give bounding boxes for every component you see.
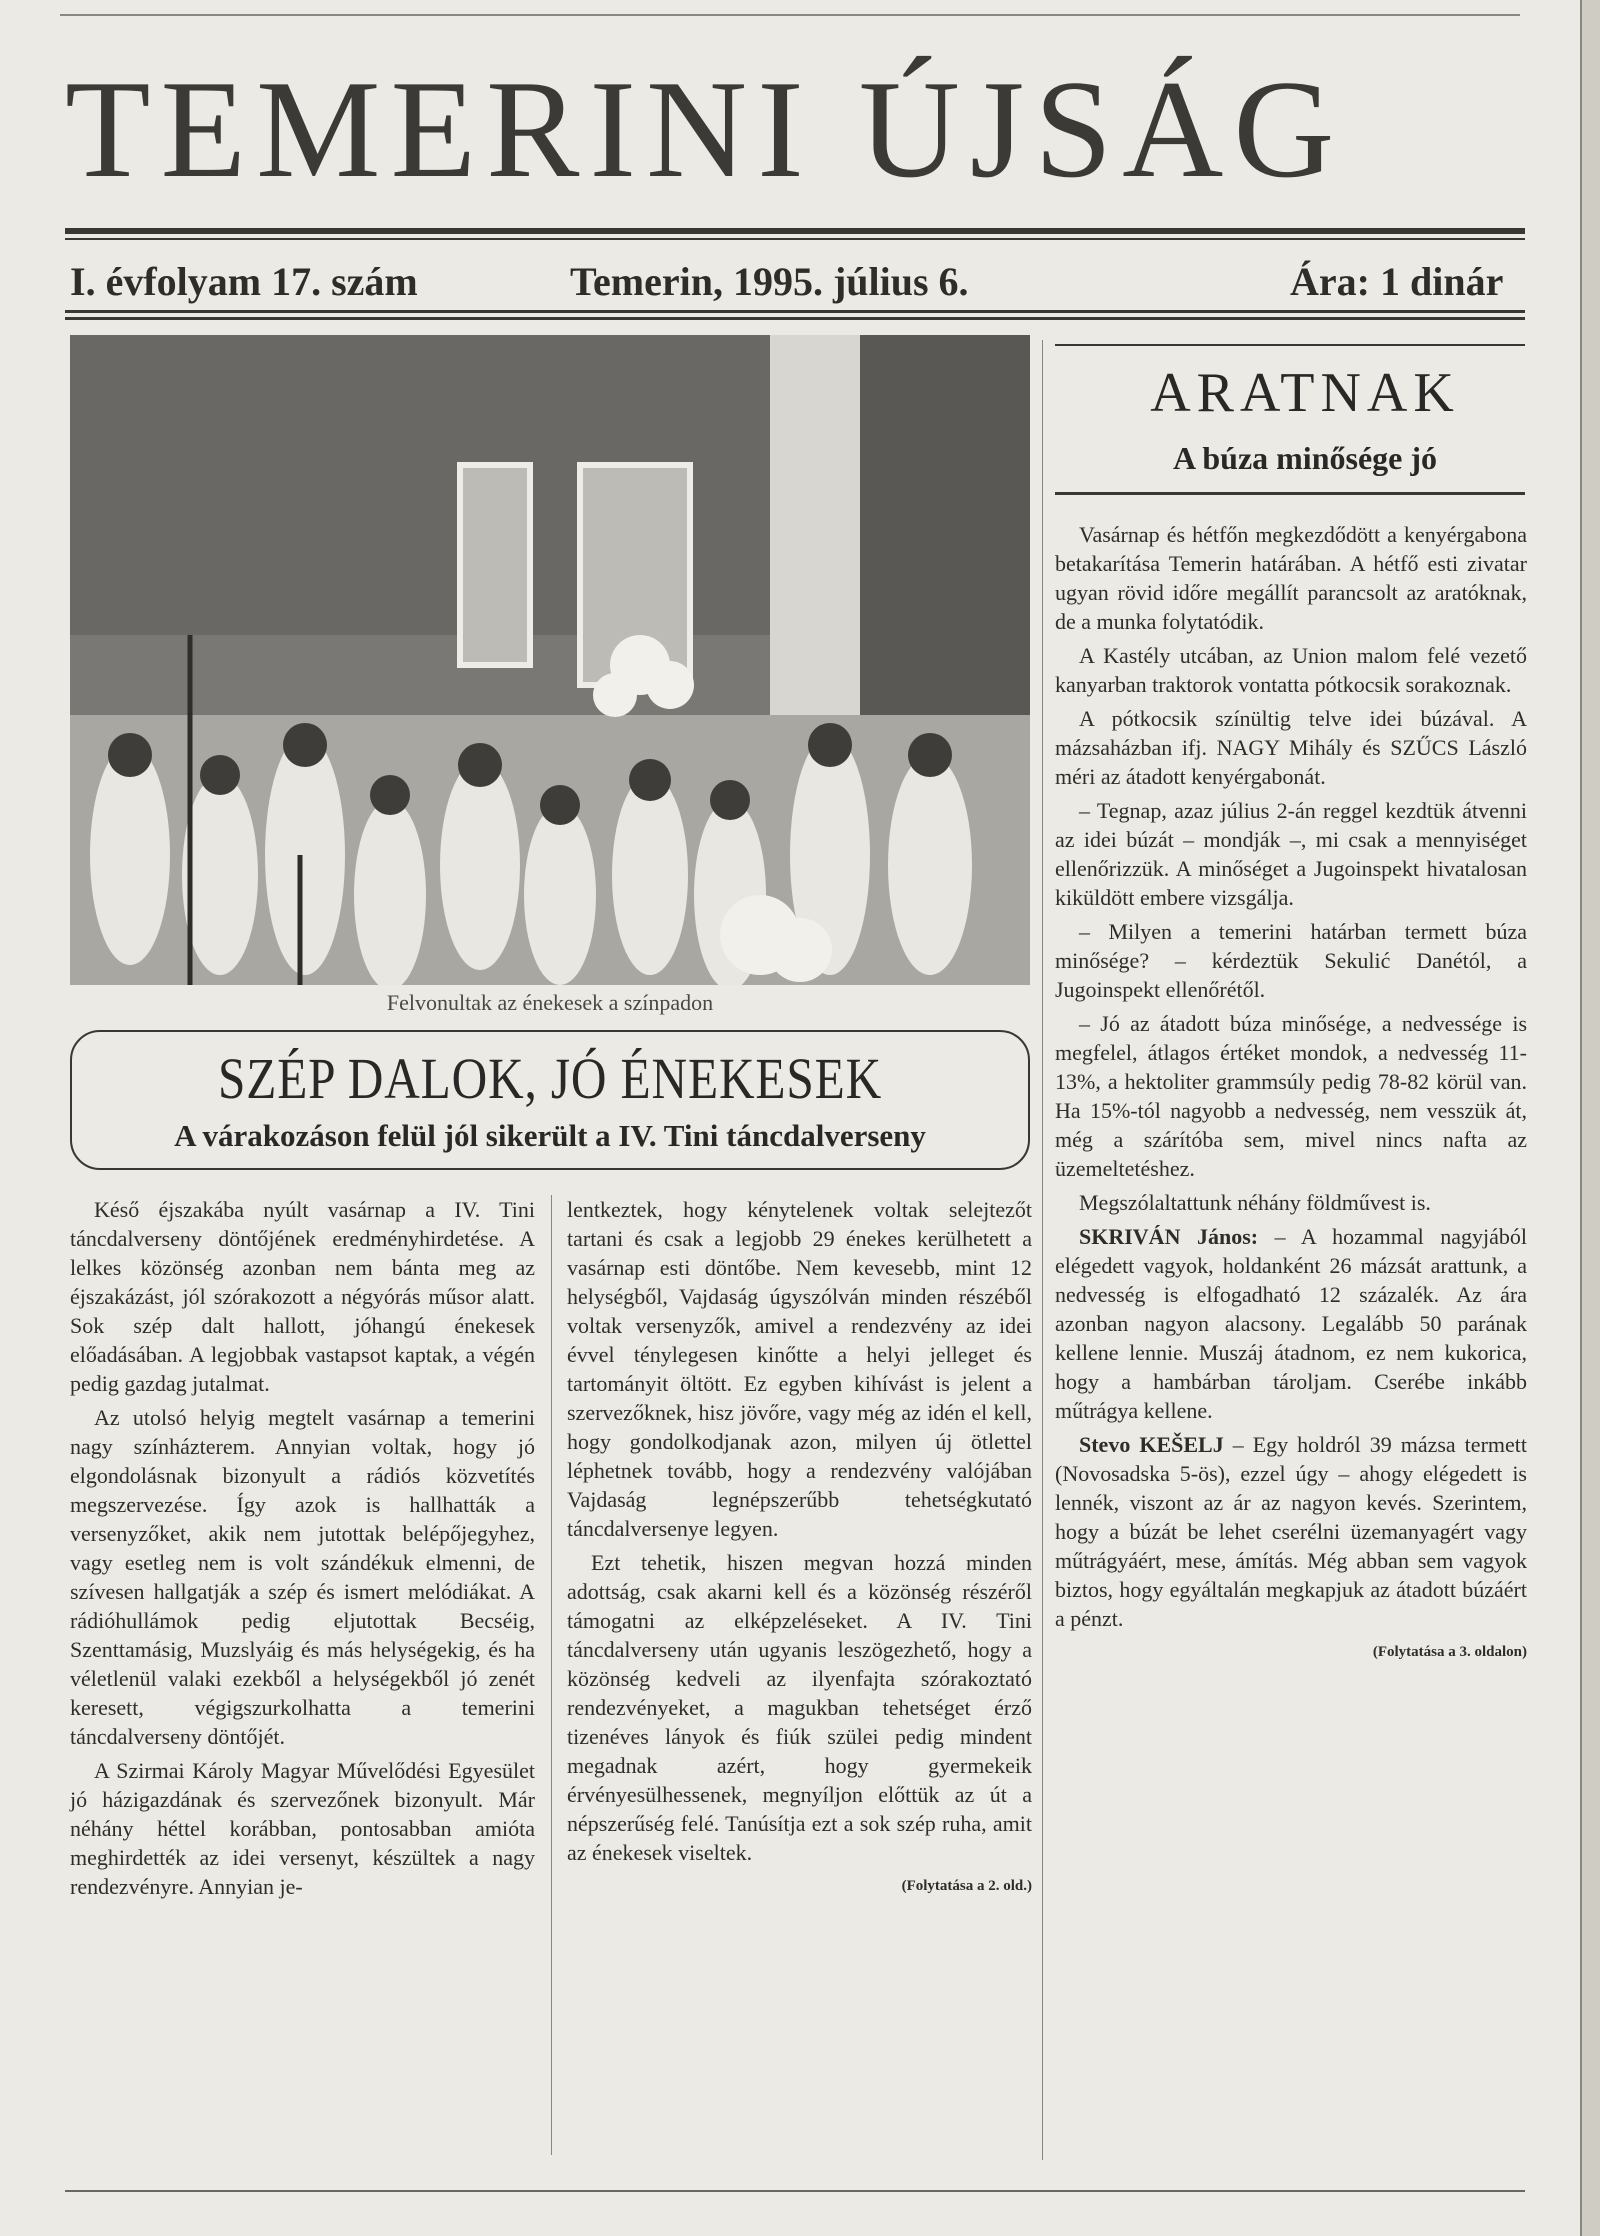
side-rule-top bbox=[1055, 344, 1525, 346]
main-subheadline: A várakozáson felül jól sikerült a IV. Tini táncdalverseny bbox=[174, 1118, 926, 1153]
main-continued-note: (Folytatása a 2. old.) bbox=[901, 1878, 1032, 1894]
main-article-column-1 bbox=[70, 1195, 535, 1906]
issue-number: I. évfolyam 17. szám bbox=[70, 259, 418, 304]
bottom-rule bbox=[65, 2190, 1525, 2192]
sidebar-divider bbox=[1042, 340, 1043, 2160]
main-paragraph: A Szirmai Károly Magyar Művelődési Egyesület jó házigazdának és szervezőnek bizonyult. Már néhány héttel korábban, pontosabban amióta meghirdették az idei versenyt, készültek a nagy rendezvényre. Annyian je- bbox=[70, 1758, 535, 1899]
side-paragraph: – Jó az átadott búza minősége, a nedvessége is megfelel, átlagos értéket mondok, a nedvesség 11-13%, a hektoliter grammsúly pedig 78-82 körül van. Ha 15%-tól nagyobb a nedvesség, nem vesszük át, még a szárítóba sem, mivel nincs nafta az üzemeltetéshez. bbox=[1055, 1011, 1527, 1181]
place-date: Temerin, 1995. július 6. bbox=[570, 259, 969, 304]
main-headline: SZÉP DALOK, JÓ ÉNEKESEK bbox=[217, 1046, 883, 1111]
main-paragraph: Késő éjszakába nyúlt vasárnap a IV. Tini táncdalverseny döntőjének eredményhirdetése. A lelkes közönség azonban nem bánta meg az éjszakázást, jól szórakozott a négyórás műsor alatt. Sok szép dalt hallott, jóhangú énekesek előadásában. A legjobbak vastapsot kaptak, a végén pedig gazdag jutalmat. bbox=[70, 1197, 535, 1396]
side-continued-note: (Folytatása a 3. oldalon) bbox=[1372, 1644, 1527, 1660]
side-paragraph: Megszólaltattunk néhány földművest is. bbox=[1079, 1190, 1431, 1215]
side-paragraph: Vasárnap és hétfőn megkezdődött a kenyérgabona betakarítása Temerin határában. A hétfő esti zivatar ugyan rövid időre megállít parancsolt az aratóknak, de a munka folytatódik. bbox=[1055, 522, 1527, 634]
page-edge bbox=[1580, 0, 1600, 2236]
main-headline-box bbox=[70, 1030, 1030, 1170]
main-article-column-2 bbox=[567, 1195, 1032, 1906]
side-paragraph: – Tegnap, azaz július 2-án reggel kezdtük átvenni az idei búzát – mondják –, mi csak a mennyiséget ellenőrizzük. A minőséget a Jugoinspekt hivatalosan kiküldött embere vizsgálja. bbox=[1055, 798, 1527, 910]
info-rule-1 bbox=[65, 310, 1525, 313]
masthead-rule-top bbox=[65, 228, 1525, 234]
interviewee-name: SKRIVÁN János: bbox=[1079, 1224, 1259, 1249]
info-rule-2 bbox=[65, 317, 1525, 320]
price: Ára: 1 dinár bbox=[1290, 259, 1504, 304]
interview-paragraph bbox=[1055, 1430, 1527, 1633]
top-rule bbox=[60, 14, 1520, 16]
interviewee-name: Stevo KEŠELJ bbox=[1079, 1432, 1224, 1457]
side-rule-bottom bbox=[1055, 492, 1525, 495]
interview-paragraph bbox=[1055, 1222, 1527, 1425]
interview-text: – A hozammal nagyjából elégedett vagyok, holdanként 26 mázsát arattunk, a nedvesség is elfogadható 12 százalék. Az ára azonban nagyon alacsony. Legalább 50 parának kellene lennie. Muszáj átadnom, ez nem kukorica, hogy a hambárban tároljam. Cserébe inkább műtrágya kellene. bbox=[1055, 1224, 1527, 1423]
masthead-rule-thin bbox=[65, 238, 1525, 240]
side-paragraph: A Kastély utcában, az Union malom felé vezető kanyarban traktorok vontatta pótkocsik sorakoznak. bbox=[1055, 643, 1527, 697]
interview-text: – Egy holdról 39 mázsa termett (Novosadska 5-ös), ezzel úgy – ahogy elégedett is lennék, viszont az ár az nagyon kevés. Szerintem, hogy a búzát be lehet cserélni üzemanyagért vagy műtrágyáért, mese, ámítás. Még abban sem vagyok biztos, hogy egyáltalán megkapjuk az átadott búzáért a pénzt. bbox=[1055, 1432, 1527, 1631]
column-divider bbox=[551, 1195, 552, 2155]
side-paragraph: A pótkocsik színültig telve idei búzával. A mázsaházban ifj. NAGY Mihály és SZŰCS László méri az átadott kenyérgabonát. bbox=[1055, 706, 1527, 789]
side-article-body bbox=[1055, 520, 1527, 1672]
stage-photo bbox=[70, 335, 1030, 985]
side-paragraph: – Milyen a temerini határban termett búza minősége? – kérdeztük Sekulić Danétól, a Jugoinspekt ellenőrétől. bbox=[1055, 919, 1527, 1002]
main-paragraph: Az utolsó helyig megtelt vasárnap a temerini nagy színházterem. Annyian voltak, hogy jó elgondolásnak bizonyult a rádiós közvetítés megszervezése. Így azok is hallhatták a versenyzőket, akik nem jutottak belépőjegyhez, vagy esetleg nem is volt szándékuk elmenni, de szívesen hallgatják a szép és ismert melódiákat. A rádióhullámok pedig eljutottak Becséig, Szenttamásig, Muzslyáig és más helységekig, és ha véletlenül valaki ezekből a helységekből jó zenét keresett, végigszurkolhatta a temerini táncdalverseny döntőjét. bbox=[70, 1405, 535, 1749]
side-subheadline: A búza minősége jó bbox=[1173, 440, 1437, 476]
main-paragraph: lentkeztek, hogy kénytelenek voltak selejtezőt tartani és csak a legjobb 29 énekes kerülhetett a vasárnap esti döntőbe. Nem kevesebb, mint 12 helységből, Vajdaság úgyszólván minden részéből voltak versenyzők, amivel a rendezvény az idei évvel ténylegesen kinőtte a helyi jelleget és tartományit öltött. Ez egyben kihívást is jelent a szervezőknek, hisz jövőre, vagy még az idén el kell, hogy gondolkodjanak azon, milyen új ötlettel léphetnek tovább, hogy a rendezvény valójában Vajdaság legnépszerűbb tehetségkutató táncdalversenye legyen. bbox=[567, 1197, 1032, 1541]
side-headline: ARATNAK bbox=[1150, 362, 1460, 424]
masthead-title: TEMERINI ÚJSÁG bbox=[65, 52, 1345, 207]
photo-caption: Felvonultak az énekesek a színpadon bbox=[386, 990, 714, 1015]
main-paragraph: Ezt tehetik, hiszen megvan hozzá minden adottság, csak akarni kell és a közönség részéről támogatni az elképzeléseket. A IV. Tini táncdalverseny után ugyanis leszögezhető, hogy a közönség kedveli az ilyenfajta szórakoztató rendezvényeket, a magukban tehetséget érző tizenéves lányok és fiúk szülei pedig mindent megadnak azért, hogy gyermekeik érvényesülhessenek, megnyíljon előttük az út a népszerűség felé. Tanúsítja ezt a sok szép ruha, amit az énekesek viseltek. bbox=[567, 1550, 1032, 1865]
singers-on-stage-illustration bbox=[70, 335, 1030, 985]
